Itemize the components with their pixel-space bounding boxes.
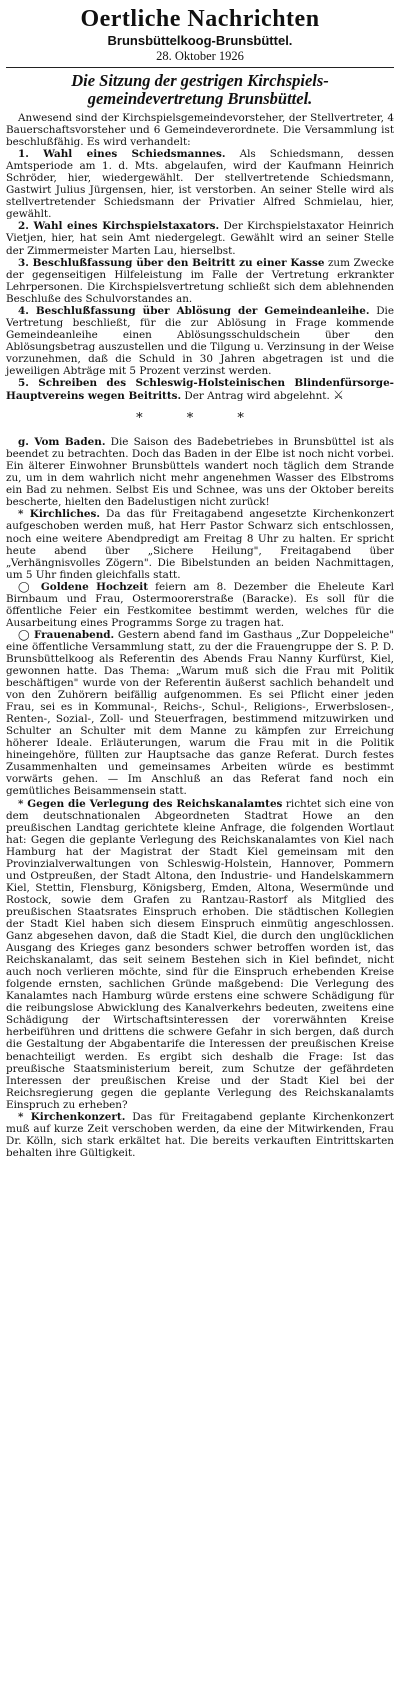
agenda-item-title: 5. Schreiben des Schleswig-Holsteinischen Blindenfürsorge-Hauptvereins wegen Beitritts.	[6, 377, 394, 403]
agenda-item-2	[6, 220, 394, 256]
agenda-item-5	[6, 377, 394, 402]
news-item-text: richtet sich eine von dem deutschnationalen Abgeordneten Stadtrat Howe an den preußischen Landtag gerichtete kleine Anfrage, die folgenden Wortlaut hat: Gegen die geplante Verlegung des Reichskanalamtes von Kiel nach Hamburg hat der Magistrat der Stadt Kiel gemeinsam mit den Provinzialverwaltungen von Schleswig-Holstein, Hannover, Pommern und Ostpreußen, der Stadt Altona, den Industrie- und Handelskammern Kiel, Stettin, Flensburg, Königsberg, Emden, Altona, Wesermünde und Rostock, sowie dem Grafen zu Rantzau-Rastorf als Mitglied des preußischen Staatsrates Einspruch erhoben. Die städtischen Kollegien der Stadt Kiel haben sich diesem Einspruch einmütig angeschlossen. Ganz abgesehen davon, daß die Stadt Kiel, die durch den unglücklichen Ausgang des Krieges ganz besonders schwer betroffen worden ist, das Reichskanalamt, das seit seinem Bestehen sich in Kiel befindet, nicht auch noch verlieren möchte, sind für die Einspruch erhebenden Kreise folgende ernsten, sachlichen Gründe maßgebend: Die Verlegung des Kanalamtes nach Hamburg würde erstens eine schwere Schädigung für die reibungslose Abwicklung des Kanalverkehrs bedeuten, zweitens eine Schädigung der Wirtschaftsinteressen der vorerwähnten Kreise herbeiführen und drittens die schwere Gefahr in sich bergen, daß durch die Gestaltung der Abgabentarife die Interessen der preußischen Kreise benachteiligt werden. Es ergibt sich deshalb die Frage: Ist das preußische Staatsministerium bereit, zum Schutze der gefährdeten Interessen der preußischen Kreise und der Stadt Kiel bei der Reichsregierung gegen die geplante Verlegung des Reichskanalamts Einspruch zu erheben?	[6, 797, 394, 1111]
news-item-title: ◯ Goldene Hochzeit	[18, 580, 149, 593]
section-separator-stars: * * *	[136, 411, 264, 427]
article-intro: Anwesend sind der Kirchspielsgemeindevorsteher, der Stellvertreter, 4 Bauerschaftsvorsteher und 6 Gemeindeverordnete. Die Versammlung ist beschlußfähig. Es wird verhandelt:	[6, 112, 394, 149]
agenda-item-title: 4. Beschlußfassung über Ablösung der Gemeindeanleihe.	[18, 304, 370, 317]
agenda-item-3	[6, 257, 394, 305]
news-item-goldene-hochzeit	[6, 581, 394, 629]
news-item-frauenabend	[6, 629, 394, 798]
agenda-item-text: zum Zwecke der gegenseitigen Hilfeleistung im Falle der Vertretung erkrankter Lehrpersonen. Die Kirchspielsvertretung schließt sich dem ablehnenden Beschluße des Schulvorstandes an.	[6, 256, 394, 305]
divider	[6, 67, 394, 68]
article-headline: Die Sitzung der gestrigen Kirchspiels-gemeindevertretung Brunsbüttel.	[71, 71, 329, 108]
news-item-kirchenkonzert	[6, 1111, 394, 1159]
agenda-item-4	[6, 305, 394, 377]
masthead-title: Oertliche Nachrichten	[80, 6, 320, 32]
crossed-swords-icon: ⚔	[333, 388, 344, 403]
agenda-item-text: Die Vertretung beschließt, für die zur Ablösung in Frage kommende Gemeindeanleihe einen Ablösungsschuldschein über den Ablösungsbetrag auszustellen und die Tilgung u. Verzinsung in der Weise vorzunehmen, daß die Schuld in 30 Jahren abgetragen ist und die jeweiligen Abträge mit 5 Prozent verzinst werden.	[6, 304, 394, 377]
news-item-baden	[6, 436, 394, 508]
news-item-title: ◯ Frauenabend.	[18, 628, 115, 641]
news-item-title: g. Vom Baden.	[18, 436, 106, 449]
masthead-location: Brunsbüttelkoog-Brunsbüttel.	[107, 33, 293, 48]
agenda-item-title: 1. Wahl eines Schiedsmannes.	[18, 148, 226, 161]
agenda-item-text: Als Schiedsmann, dessen Amtsperiode am 1. d. Mts. abgelaufen, wird der Kaufmann Heinrich Schröder, hier, wiedergewählt. Der stellvertretende Schiedsmann, Gastwirt Julius Jürgensen, hier, ist verstorben. An seiner Stelle wird als stellvertretender Schiedsmann der Privatier Alfred Schmielau, hier, gewählt.	[6, 148, 394, 221]
agenda-item-text: Der Antrag wird abgelehnt.	[184, 390, 330, 403]
news-item-reichskanalamt	[6, 798, 394, 1111]
agenda-item-text: Der Kirchspielstaxator Heinrich Vietjen, hier, hat sein Amt niedergelegt. Gewählt wird an seiner Stelle der Zimmermeister Marten Lau, hierselbst.	[6, 220, 394, 257]
news-item-text: feiern am 8. Dezember die Eheleute Karl Birnbaum und Frau, Ostermoorerstraße (Baracke). Es soll für die öffentliche Feier ein Festkomitee bestimmt werden, welches für die Ausarbeitung eines Programms Sorge zu tragen hat.	[6, 580, 394, 629]
news-item-title: * Kirchenkonzert.	[18, 1110, 126, 1123]
news-item-title: * Kirchliches.	[18, 508, 100, 521]
news-item-text: Das für Freitagabend geplante Kirchenkonzert muß auf kurze Zeit verschoben werden, da eine der Mitwirkenden, Frau Dr. Kölln, sich stark erkältet hat. Die bereits verkauften Eintrittskarten behalten ihre Gültigkeit.	[6, 1110, 394, 1159]
news-item-kirchliches	[6, 508, 394, 580]
agenda-item-title: 2. Wahl eines Kirchspielstaxators.	[18, 220, 220, 233]
news-item-text: Die Saison des Badebetriebes in Brunsbüttel ist als beendet zu betrachten. Doch das Baden in der Elbe ist noch nicht vorbei. Ein älterer Einwohner Brunsbüttels wandert noch täglich dem Strande zu, um in dem wahrlich nicht mehr angenehmen Wasser des Elbstroms ein Bad zu nehmen. Selbst Eis und Schnee, was uns der Oktober bereits bescherte, hielten den Badelustigen nicht zurück!	[6, 436, 394, 509]
news-item-title: * Gegen die Verlegung des Reichskanalamtes	[18, 797, 283, 810]
agenda-item-title: 3. Beschlußfassung über den Beitritt zu einer Kasse	[18, 256, 325, 269]
news-item-text: Gestern abend fand im Gasthaus „Zur Doppeleiche" eine öffentliche Versammlung statt, zu der die Frauengruppe der S. P. D. Brunsbüttelkoog als Referentin des Abends Frau Nanny Kurfürst, Kiel, gewonnen hatte. Das Thema: „Warum muß sich die Frau mit Politik beschäftigen" wurde von der Referentin äußerst sachlich behandelt und von den Zuhörern beifällig aufgenommen. Es sei Pflicht einer jeden Frau, sei es in Kommunal-, Reichs-, Schul-, Religions-, Erwerbslosen-, Renten-, Sozial-, Zoll- und Steuerfragen, bestimmend mitzuwirken und Schulter an Schulter mit dem Manne zu kämpfen zur Erreichung höherer Ideale. Erläuterungen, warum die Frau mit in die Politik hineingehöre, füllten zur Hauptsache das ganze Referat. Durch festes Zusammenhalten und gemeinsames Arbeiten würde es bestimmt vorwärts gehen. — Im Anschluß an das Referat fand noch ein gemütliches Beisammensein statt.	[6, 628, 394, 798]
masthead-date: 28. Oktober 1926	[156, 49, 244, 63]
news-item-text: Da das für Freitagabend angesetzte Kirchenkonzert aufgeschoben werden muß, hat Herr Pastor Schwarz sich entschlossen, noch eine weitere Abendpredigt am Freitag 8 Uhr zu halten. Er spricht heute abend über „Sichere Heilung", Freitagabend über „Verhängnisvolles Zögern". Die Bibelstunden an beiden Nachmittagen, um 5 Uhr finden gleichfalls statt.	[6, 508, 394, 581]
agenda-item-1	[6, 148, 394, 220]
masthead	[6, 6, 394, 64]
